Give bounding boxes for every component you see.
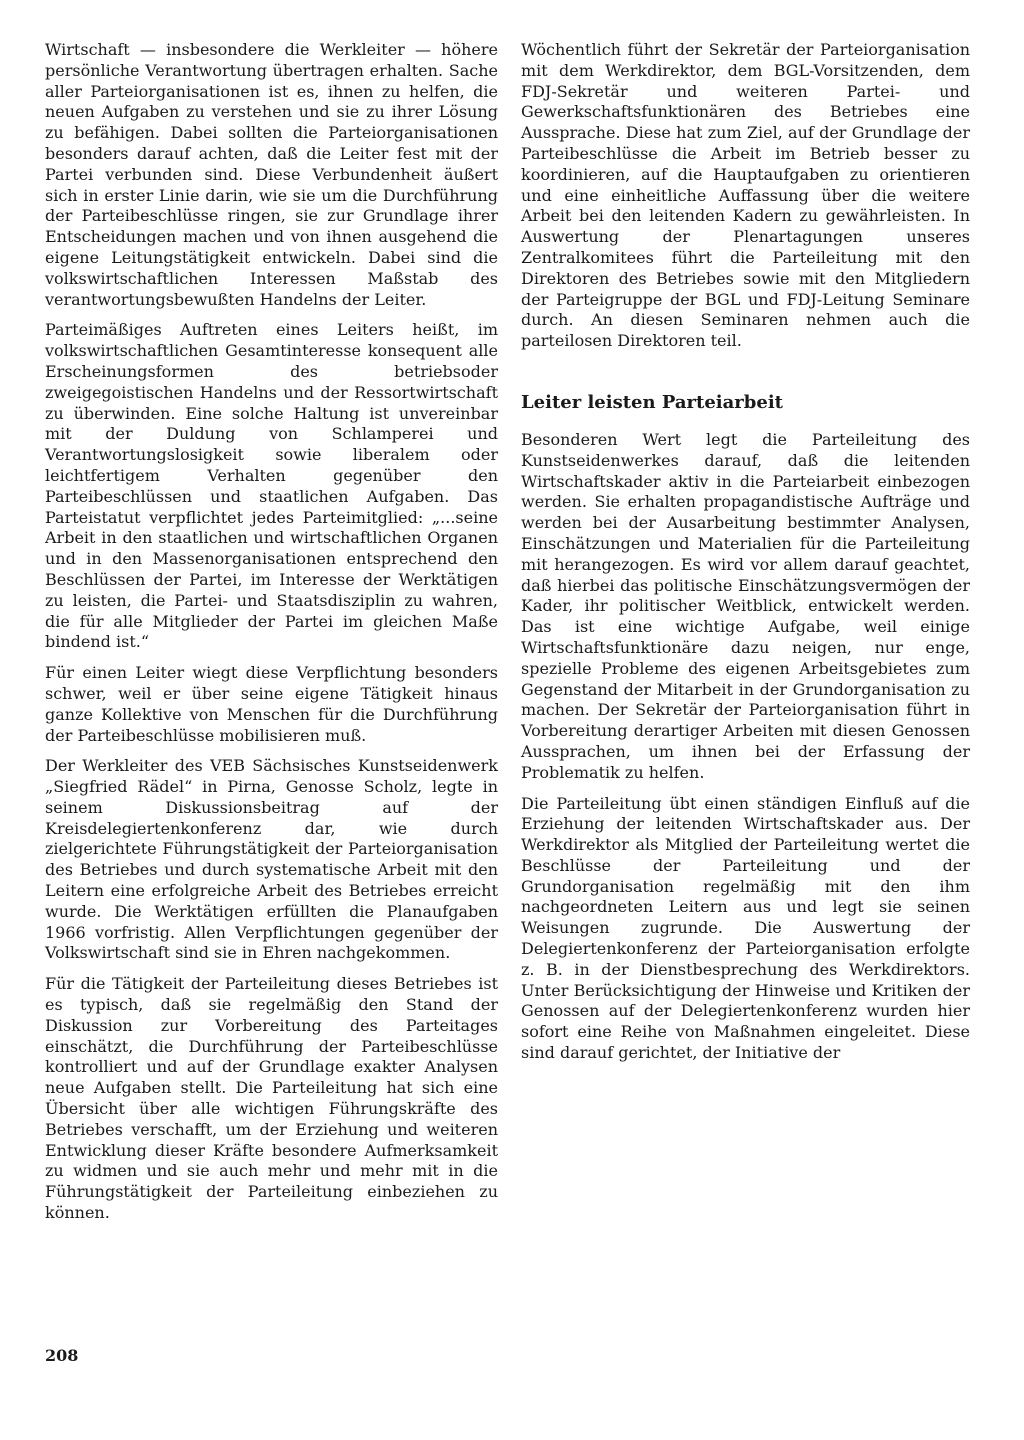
body-paragraph: Parteimäßiges Auftreten eines Leiters heißt, im volkswirtschaftlichen Gesamtinteresse konsequent alle Erscheinungsformen des betriebsoder zweigegoistischen Handelns und der Ressortwirtschaft zu überwinden. Eine solche Haltung ist unvereinbar mit der Duldung von Schlamperei und Verantwortungslosigkeit sowie liberalem oder leichtfertigem Verhalten gegenüber den Parteibeschlüssen und staatlichen Aufgaben. Das Parteistatut verpflichtet jedes Parteimitglied: „...seine Arbeit in den staatlichen und wirtschaftlichen Organen und in den Massenorganisationen entsprechend den Beschlüssen der Partei, im Interesse der Werktätigen zu leisten, die Partei- und Staatsdisziplin zu wahren, die für alle Mitglieder der Partei im gleichen Maße bindend ist.“ (45, 320, 498, 652)
body-paragraph: Wöchentlich führt der Sekretär der Parteiorganisation mit dem Werkdirektor, dem BGL-Vorsitzenden, dem FDJ-Sekretär und weiteren Partei- und Gewerkschaftsfunktionären des Betriebes eine Aussprache. Diese hat zum Ziel, auf der Grundlage der Parteibeschlüsse die Arbeit im Betrieb besser zu koordinieren, auf die Hauptaufgaben zu orientieren und eine einheitliche Auffassung über die weitere Arbeit bei den leitenden Kadern zu gewährleisten. In Auswertung der Plenartagungen unseres Zentralkomitees führt die Parteileitung mit den Direktoren des Betriebes sowie mit den Mitgliedern der Parteigruppe der BGL und FDJ-Leitung Seminare durch. An diesen Seminaren nehmen auch die parteilosen Direktoren teil. (521, 40, 970, 351)
body-paragraph: Wirtschaft — insbesondere die Werkleiter — höhere persönliche Verantwortung übertragen erhalten. Sache aller Parteiorganisationen ist es, ihnen zu helfen, die neuen Aufgaben zu verstehen und sie zu ihrer Lösung zu befähigen. Dabei sollten die Parteiorganisationen besonders darauf achten, daß die Leiter fest mit der Partei verbunden sind. Diese Verbundenheit äußert sich in erster Linie darin, wie sie um die Durchführung der Parteibeschlüsse ringen, sie zur Grundlage ihrer Entscheidungen machen und von ihnen ausgehend die eigene Leitungstätigkeit entwickeln. Dabei sind die volkswirtschaftlichen Interessen Maßstab des verantwortungsbewußten Handelns der Leiter. (45, 40, 498, 309)
body-paragraph: Besonderen Wert legt die Parteileitung des Kunstseidenwerkes darauf, daß die leitenden Wirtschaftskader aktiv in die Parteiarbeit einbezogen werden. Sie erhalten propagandistische Aufträge und werden bei der Ausarbeitung bestimmter Analysen, Einschätzungen und Materialien für die Parteileitung mit herangezogen. Es wird vor allem darauf geachtet, daß hierbei das politische Einschätzungsvermögen der Kader, ihr politischer Weitblick, entwickelt werden. Das ist eine wichtige Aufgabe, weil einige Wirtschaftsfunktionäre dazu neigen, nur enge, spezielle Probleme des eigenen Arbeitsgebietes zum Gegenstand der Mitarbeit in der Grundorganisation zu machen. Der Sekretär der Parteiorganisation führt in Vorbereitung derartiger Arbeiten mit diesen Genossen Aussprachen, um ihnen bei der Erfassung der Problematik zu helfen. (521, 429, 970, 782)
body-paragraph: Für einen Leiter wiegt diese Verpflichtung besonders schwer, weil er über seine eigene Tätigkeit hinaus ganze Kollektive von Menschen für die Durchführung der Parteibeschlüsse mobilisieren muß. (45, 663, 498, 745)
section-heading: Leiter leisten Parteiarbeit (521, 391, 783, 413)
body-paragraph: Für die Tätigkeit der Parteileitung dieses Betriebes ist es typisch, daß sie regelmäßig den Stand der Diskussion zur Vorbereitung des Parteitages einschätzt, die Durchführung der Parteibeschlüsse kontrolliert und auf der Grundlage exakter Analysen neue Aufgaben stellt. Die Parteileitung hat sich eine Übersicht über alle wichtigen Führungskräfte des Betriebes verschafft, um der Erziehung und weiteren Entwicklung dieser Kräfte besondere Aufmerksamkeit zu widmen und sie auch mehr und mehr mit in die Führungstätigkeit der Parteileitung einbeziehen zu können. (45, 974, 498, 1223)
left-text-column (45, 40, 498, 1234)
body-paragraph: Der Werkleiter des VEB Sächsisches Kunstseidenwerk „Siegfried Rädel“ in Pirna, Genosse Scholz, legte in seinem Diskussionsbeitrag auf der Kreisdelegiertenkonferenz dar, wie durch zielgerichtete Führungstätigkeit der Parteiorganisation des Betriebes und durch systematische Arbeit mit den Leitern eine erfolgreiche Arbeit des Betriebes erreicht wurde. Die Werktätigen erfüllten die Planaufgaben 1966 vorfristig. Allen Verpflichtungen gegenüber der Volkswirtschaft sind sie in Ehren nachgekommen. (45, 756, 498, 963)
page-number: 208 (45, 1346, 79, 1365)
body-paragraph: Die Parteileitung übt einen ständigen Einfluß auf die Erziehung der leitenden Wirtschaftskader aus. Der Werkdirektor als Mitglied der Parteileitung wertet die Beschlüsse der Parteileitung und der Grundorganisation regelmäßig mit den ihm nachgeordneten Leitern aus und legt sie seinen Weisungen zugrunde. Die Auswertung der Delegiertenkonferenz der Parteiorganisation erfolgte z. B. in der Dienstbesprechung des Werkdirektors. Unter Berücksichtigung der Hinweise und Kritiken der Genossen auf der Delegiertenkonferenz wurden hier sofort eine Reihe von Maßnahmen eingeleitet. Diese sind darauf gerichtet, der Initiative der (521, 793, 970, 1063)
right-text-column (521, 40, 970, 1074)
